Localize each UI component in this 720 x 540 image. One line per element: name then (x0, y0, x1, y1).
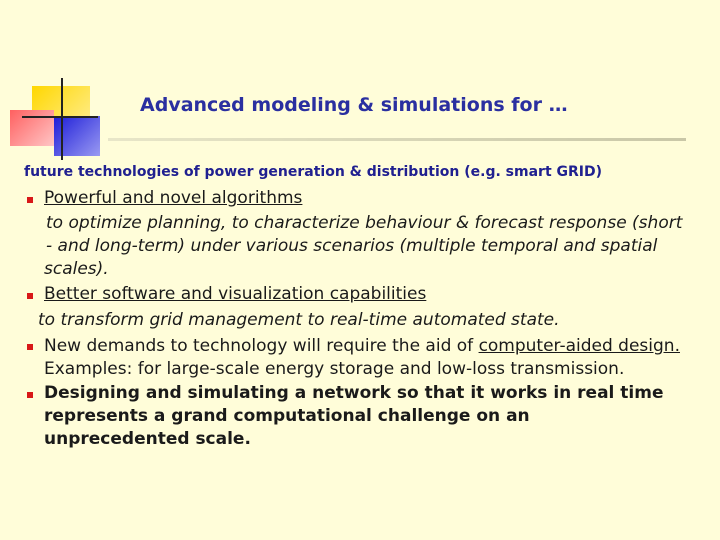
bullet-1-detail-line: to optimize planning, to characterize behaviour & forecast response (short (46, 213, 683, 233)
bullet-3-heading (44, 336, 680, 356)
bullet-3-heading-prefix: New demands to technology will require the aid of (44, 336, 479, 356)
bullet-4-line: unprecedented scale. (44, 429, 251, 449)
bullet-3-detail-line: Examples: for large-scale energy storage and low-loss transmission. (44, 359, 625, 379)
bullet-marker (27, 392, 33, 398)
computer-aided-design-link[interactable]: computer-aided design. (478, 336, 680, 356)
slide-subtitle: future technologies of power generation & distribution (e.g. smart GRID) (24, 164, 603, 180)
logo-horizontal-line (22, 116, 98, 118)
bullet-1-detail-line: scales). (44, 259, 109, 279)
bullet-marker (27, 293, 33, 299)
slide-title: Advanced modeling & simulations for … (140, 94, 568, 116)
bullet-2-heading: Better software and visualization capabilities (44, 284, 427, 304)
bullet-marker (27, 344, 33, 350)
title-underline (108, 138, 686, 141)
bullet-4-line: represents a grand computational challenge on an (44, 406, 530, 426)
bullet-1-heading: Powerful and novel algorithms (44, 188, 303, 208)
bullet-4-line: Designing and simulating a network so that it works in real time (44, 383, 664, 403)
bullet-1-detail-line: - and long-term) under various scenarios (multiple temporal and spatial (46, 236, 658, 256)
bullet-2-detail-line: to transform grid management to real-time automated state. (38, 310, 560, 330)
bullet-marker (27, 197, 33, 203)
logo-vertical-line (61, 78, 63, 160)
